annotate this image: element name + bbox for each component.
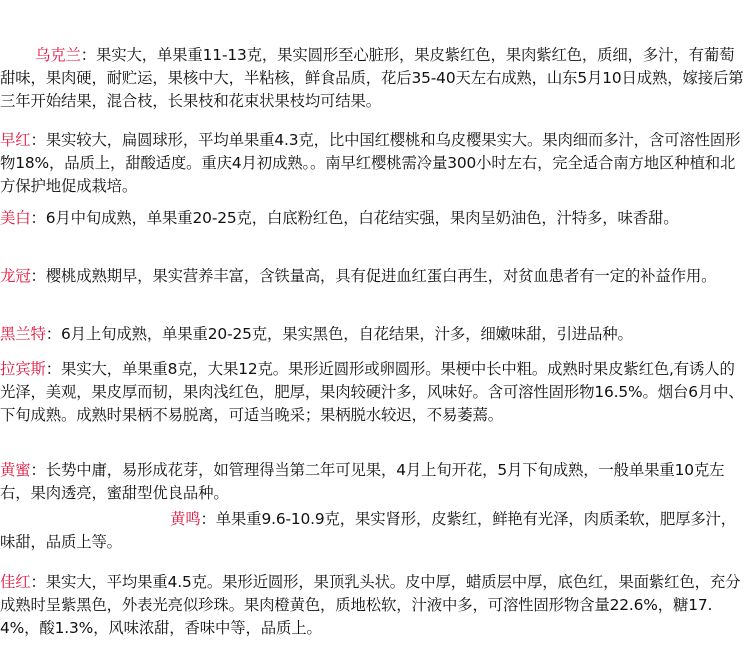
entry-wukelan: [0, 44, 748, 113]
variety-description: ：果实较大，扁圆球形，平均单果重4.3克，比中国红樱桃和乌皮樱果实大。果肉细而多汁，含可溶性固形物18%，品质上，甜酸适度。重庆4月初成熟。。南早红樱桃需冷量300小时左右，完全适合南方地区种植和北方保护地促成栽培。: [0, 131, 741, 195]
variety-description: ：果实大，平均果重4.5克。果形近圆形，果顶乳头状。皮中厚，蜡质层中厚，底色红，果面紫红色，充分成熟时呈紫黑色，外表光亮似珍珠。果肉橙黄色，质地松软，汁液中多，可溶性固形物含量22.6%，糖17.4%，酸1.3%，风味浓甜，香味中等，品质上。: [0, 573, 741, 637]
variety-description: ：6月中旬成熟，单果重20-25克，白底粉红色，白花结实强，果肉呈奶油色，汁特多，味香甜。: [30, 209, 679, 227]
entry-meibai: [0, 207, 748, 230]
variety-description: ：长势中庸，易形成花芽，如管理得当第二年可见果，4月上旬开花，5月下旬成熟，一般单果重10克左右，果肉透亮，蜜甜型优良品种。: [0, 461, 725, 502]
entry-jiahong: [0, 571, 748, 640]
variety-name: 龙冠: [0, 267, 31, 285]
entry-zaohong: [0, 129, 748, 198]
entry-longguan: [0, 265, 748, 288]
variety-name: 美白: [0, 209, 31, 227]
entry-huangming: [0, 508, 748, 554]
variety-description: ：果实大，单果重11-13克，果实圆形至心脏形，果皮紫红色，果肉紫红色，质细，多汁，有葡萄甜味，果肉硬，耐贮运，果核中大，半粘核，鲜食品质，花后35-40天左右成熟，山东5月10日成熟，嫁接后第三年开始结果，混合枝，长果枝和花束状果枝均可结果。: [0, 46, 744, 110]
variety-name: 黄鸣: [170, 510, 201, 528]
variety-name: 拉宾斯: [0, 360, 46, 378]
variety-name: 早红: [0, 131, 31, 149]
entry-labinsi: [0, 358, 748, 427]
variety-name: 黄蜜: [0, 461, 31, 479]
entry-huangmi: [0, 459, 748, 505]
variety-description: ：果实大，单果重8克，大果12克。果形近圆形或卵圆形。果梗中长中粗。成熟时果皮紫红色,有诱人的光泽，美观，果皮厚而韧，果肉浅红色，肥厚，果肉较硬汁多，风味好。含可溶性固形物16.5%。烟台6月中、下旬成熟。成熟时果柄不易脱离，可适当晚采；果柄脱水较迟，不易萎蔫。: [0, 360, 744, 424]
variety-name: 乌克兰: [35, 46, 81, 64]
variety-name: 黑兰特: [0, 325, 46, 343]
variety-description: ：樱桃成熟期早，果实营养丰富，含铁量高，具有促进血红蛋白再生，对贫血患者有一定的补益作用。: [30, 267, 717, 285]
entry-heilante: [0, 323, 748, 346]
variety-name: 佳红: [0, 573, 31, 591]
variety-description: ：单果重9.6-10.9克，果实肾形，皮紫红，鲜艳有光泽，肉质柔软，肥厚多汁，味甜，品质上等。: [0, 510, 737, 551]
variety-description: ：6月上旬成熟，单果重20-25克，果实黑色，自花结果，汁多，细嫩味甜，引进品种。: [45, 325, 633, 343]
